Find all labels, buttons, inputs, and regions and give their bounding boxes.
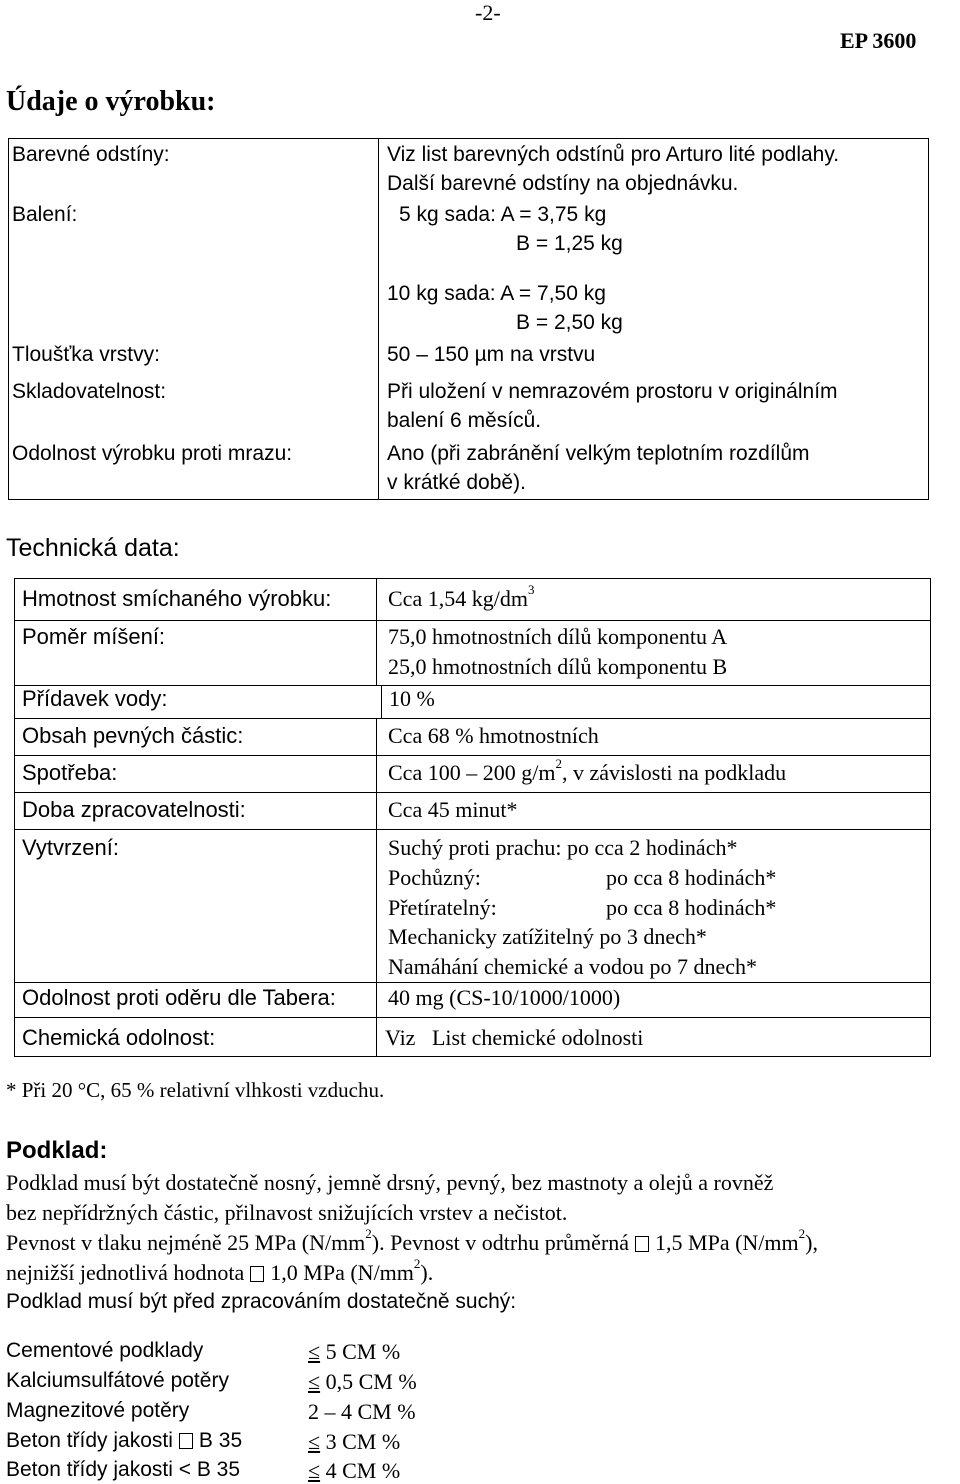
less-equal-icon: ≤ — [308, 1429, 321, 1454]
document-code: EP 3600 — [840, 28, 917, 53]
value-abrasion-resistance: 40 mg (CS-10/1000/1000) — [388, 985, 621, 1010]
row-separator — [14, 829, 931, 830]
value-curing-3-value: po cca 8 hodinách* — [606, 895, 777, 920]
moisture-item-name: Beton třídy jakosti < B 35 — [6, 1458, 241, 1481]
label-curing: Vytvrzení: — [22, 835, 119, 860]
value-colors-1: Viz list barevných odstínů pro Arturo lité podlahy. — [387, 143, 840, 166]
line-end: ). — [420, 1260, 434, 1285]
label-water-addition: Přídavek vody: — [22, 686, 168, 711]
tensile-strength-value: 1,5 MPa (N/mm — [655, 1230, 799, 1255]
label-pot-life: Doba zpracovatelnosti: — [22, 797, 246, 822]
product-info-divider — [378, 138, 379, 500]
concrete-grade-text: Beton třídy jakosti — [6, 1429, 173, 1452]
row-separator — [14, 792, 931, 793]
moisture-item-name: Kalciumsulfátové potěry — [6, 1369, 229, 1392]
label-mixed-density: Hmotnost smíchaného výrobku: — [22, 586, 332, 611]
mixed-density-superscript: 3 — [527, 582, 535, 597]
value-layer-thickness: 50 – 150 µm na vrstvu — [387, 343, 596, 366]
unit-superscript: 2 — [365, 1226, 372, 1241]
compressive-strength-text: Pevnost v tlaku nejméně 25 MPa (N/mm — [6, 1230, 366, 1255]
value-curing-5: Namáhání chemické a vodou po 7 dnech* — [388, 954, 757, 979]
value-packaging-3: 10 kg sada: A = 7,50 kg — [387, 282, 606, 305]
value-solids-content: Cca 68 % hmotnostních — [388, 723, 599, 748]
tensile-strength-text: ). Pevnost v odtrhu průměrná — [371, 1230, 630, 1255]
technical-data-heading: Technická data: — [6, 534, 180, 562]
value-frost-resistance-2: v krátké době). — [387, 471, 526, 494]
moisture-value: 0,5 CM % — [325, 1369, 417, 1394]
label-colors: Barevné odstíny: — [12, 143, 170, 166]
missing-glyph-icon — [250, 1266, 264, 1282]
label-packaging: Balení: — [12, 203, 78, 226]
moisture-item-value — [308, 1429, 400, 1455]
minimum-value-text: nejnižší jednotlivá hodnota — [6, 1260, 245, 1285]
value-mixing-ratio-1: 75,0 hmotnostních dílů komponentu A — [388, 624, 728, 649]
substrate-heading: Podklad: — [6, 1137, 108, 1164]
label-abrasion-resistance: Odolnost proti oděru dle Tabera: — [22, 985, 336, 1010]
row-separator — [14, 755, 931, 756]
technical-divider-top — [376, 578, 377, 685]
value-water-addition: 10 % — [389, 686, 435, 711]
concrete-grade: B 35 — [198, 1429, 243, 1452]
unit-superscript: 2 — [798, 1226, 806, 1241]
substrate-line-2: bez nepřídržných částic, přilnavost snižujících vrstev a nečistot. — [6, 1200, 568, 1225]
consumption-superscript: 2 — [555, 756, 562, 771]
missing-glyph-icon — [179, 1433, 193, 1449]
value-packaging-2: B = 1,25 kg — [516, 232, 623, 255]
value-storage-2: balení 6 měsíců. — [387, 409, 542, 432]
label-mixing-ratio: Poměr míšení: — [22, 624, 166, 649]
mixed-density-text: Cca 1,54 kg/dm — [388, 586, 528, 611]
value-packaging-4: B = 2,50 kg — [516, 311, 623, 334]
substrate-line-1: Podklad musí být dostatečně nosný, jemně drsný, pevný, bez mastnoty a olejů a rovněž — [6, 1170, 774, 1195]
substrate-line-3 — [6, 1226, 818, 1256]
technical-footnote: * Při 20 °C, 65 % relativní vlhkosti vzduchu. — [6, 1078, 385, 1102]
value-storage-1: Při uložení v nemrazovém prostoru v originálním — [387, 380, 838, 403]
row-separator — [14, 1017, 931, 1018]
missing-glyph-icon — [635, 1236, 649, 1252]
value-curing-1: Suchý proti prachu: po cca 2 hodinách* — [388, 835, 738, 860]
value-curing-2-label: Pochůzný: — [388, 865, 481, 890]
value-curing-4: Mechanicky zatížitelný po 3 dnech* — [388, 924, 707, 949]
label-layer-thickness: Tloušťka vrstvy: — [12, 343, 160, 366]
value-pot-life: Cca 45 minut* — [388, 797, 518, 822]
row-separator — [14, 718, 931, 719]
label-storage: Skladovatelnost: — [12, 380, 167, 403]
value-frost-resistance-1: Ano (při zabránění velkým teplotním rozdílům — [387, 442, 810, 465]
moisture-item-name — [6, 1429, 242, 1453]
page-number: -2- — [475, 0, 501, 25]
label-consumption: Spotřeba: — [22, 760, 118, 785]
unit-superscript: 2 — [413, 1256, 421, 1271]
less-equal-icon: ≤ — [308, 1339, 321, 1364]
label-chemical-resistance: Chemická odolnost: — [22, 1025, 216, 1050]
moisture-item-value: 2 – 4 CM % — [308, 1399, 416, 1424]
moisture-value: 3 CM % — [325, 1429, 401, 1454]
substrate-line-4 — [6, 1256, 434, 1286]
technical-divider-mid — [376, 718, 377, 1057]
value-chemical-resistance: Viz List chemické odolnosti — [385, 1025, 644, 1050]
product-info-heading: Údaje o výrobku: — [6, 86, 216, 117]
value-curing-3-label: Přetíratelný: — [388, 895, 497, 920]
moisture-value: 4 CM % — [325, 1458, 401, 1483]
value-mixing-ratio-2: 25,0 hmotnostních dílů komponentu B — [388, 654, 728, 679]
technical-divider-water — [381, 685, 382, 718]
moisture-item-value — [308, 1339, 400, 1365]
less-equal-icon: ≤ — [308, 1458, 321, 1483]
moisture-value: 5 CM % — [325, 1339, 401, 1364]
value-packaging-1: 5 kg sada: A = 3,75 kg — [399, 203, 607, 226]
moisture-item-value — [308, 1458, 400, 1484]
value-consumption — [388, 756, 787, 786]
consumption-text: Cca 100 – 200 g/m — [388, 760, 556, 785]
row-separator — [14, 620, 931, 621]
value-curing-2-value: po cca 8 hodinách* — [606, 865, 777, 890]
row-separator — [14, 982, 931, 983]
less-equal-icon: ≤ — [308, 1369, 321, 1394]
moisture-item-value — [308, 1369, 417, 1395]
minimum-value: 1,0 MPa (N/mm — [270, 1260, 414, 1285]
label-solids-content: Obsah pevných částic: — [22, 723, 244, 748]
substrate-line-5: Podklad musí být před zpracováním dostatečně suchý: — [6, 1290, 517, 1313]
moisture-item-name: Cementové podklady — [6, 1339, 204, 1362]
value-mixed-density — [388, 582, 535, 612]
label-frost-resistance: Odolnost výrobku proti mrazu: — [12, 442, 293, 465]
line-end: ), — [805, 1230, 818, 1255]
consumption-suffix: , v závislosti na podkladu — [561, 760, 787, 785]
value-colors-2: Další barevné odstíny na objednávku. — [387, 172, 739, 195]
moisture-item-name: Magnezitové potěry — [6, 1399, 190, 1422]
